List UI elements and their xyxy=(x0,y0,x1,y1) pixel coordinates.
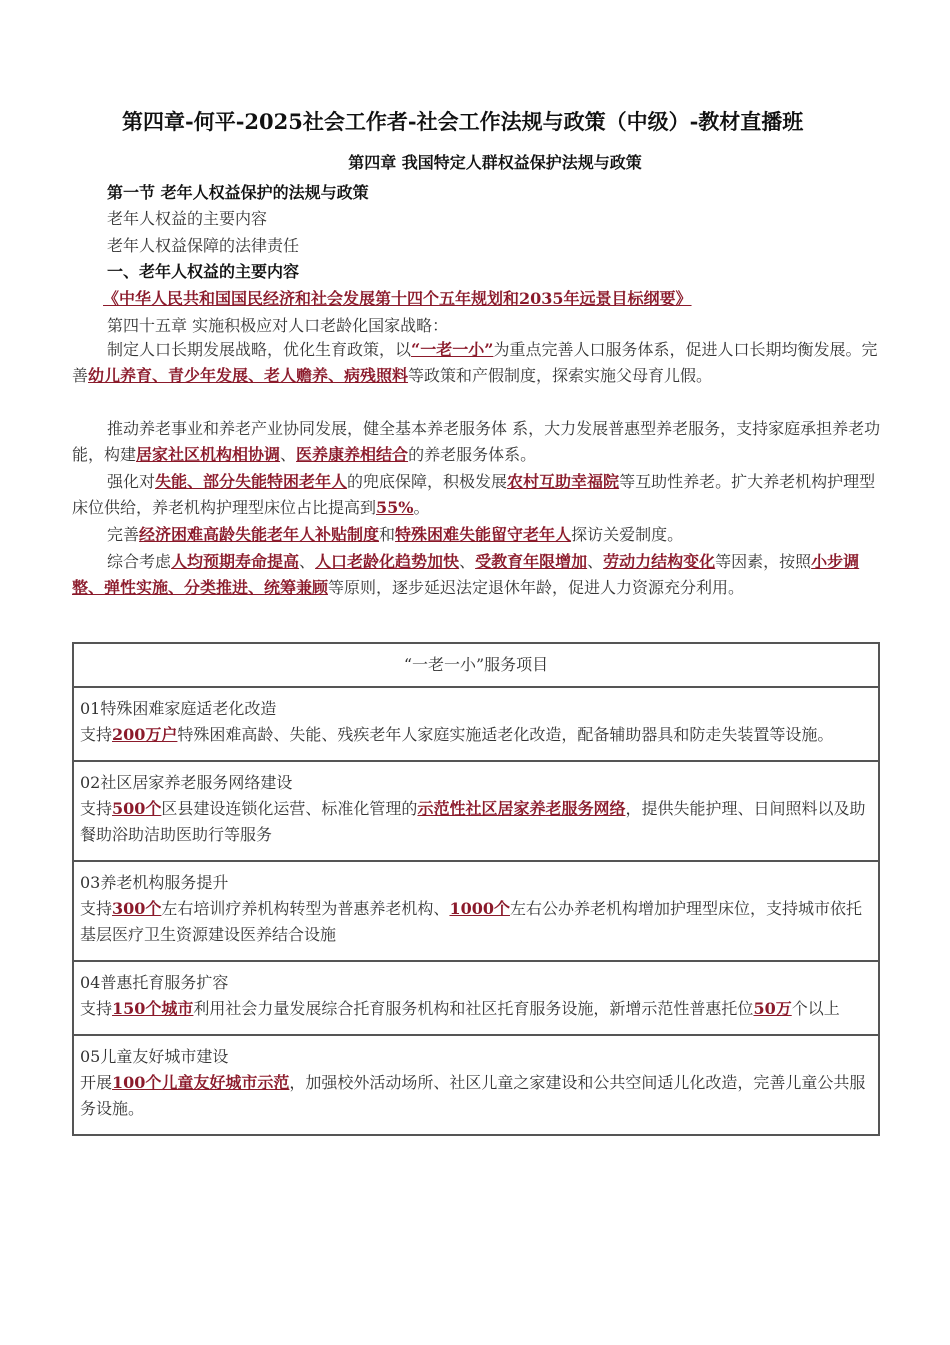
p1-highlight: “一老一小” xyxy=(411,340,494,359)
p3-highlight: 55% xyxy=(376,498,414,517)
row-body xyxy=(80,796,872,848)
row-body xyxy=(80,896,872,948)
p4-highlight: 经济困难高龄失能老年人补贴制度 xyxy=(139,525,380,544)
paragraph-1 xyxy=(72,337,882,389)
subsection-heading: 一、老年人权益的主要内容 xyxy=(107,262,300,281)
row-text: 利用社会力量发展综合托育服务机构和社区托育服务设施，新增示范性普惠托位 xyxy=(193,999,754,1018)
row-highlight: 50万 xyxy=(753,999,792,1018)
table-header: “一老一小”服务项目 xyxy=(74,644,878,688)
row-title: 01特殊困难家庭适老化改造 xyxy=(80,699,277,718)
p5-highlight: 人口老龄化趋势加快 xyxy=(315,552,460,571)
table-row xyxy=(74,962,878,1036)
chapter-heading: 第四章 我国特定人群权益保护法规与政策 xyxy=(348,153,642,172)
p3-text: 。 xyxy=(413,498,430,517)
row-title: 02社区居家养老服务网络建设 xyxy=(80,773,293,792)
row-text: 个以上 xyxy=(791,999,840,1018)
plan-title-text: 《中华人民共和国国民经济和社会发展第十四个五年规划和2035年远景目标纲要》 xyxy=(103,289,692,308)
p3-text: 强化对 xyxy=(107,472,156,491)
p2-text: 的养老服务体系。 xyxy=(408,445,537,464)
p2-highlight: 居家社区机构相协调 xyxy=(136,445,281,464)
p3-highlight: 农村互助幸福院 xyxy=(507,472,620,491)
row-body xyxy=(80,996,872,1022)
document-title: 第四章-何平-2025社会工作者-社会工作法规与政策（中级）-教材直播班 xyxy=(122,109,804,134)
p2-highlight: 医养康养相结合 xyxy=(296,445,409,464)
p5-highlight: 小步调整、弹性实施、分类推进、统筹兼顾 xyxy=(72,552,860,597)
table-row xyxy=(74,688,878,762)
row-text: 开展 xyxy=(80,1073,113,1092)
p4-highlight: 特殊困难失能留守老年人 xyxy=(395,525,572,544)
service-projects-table xyxy=(72,642,880,1136)
row-highlight: 1000个 xyxy=(449,899,510,918)
row-text: ，提供失能护理、日间照料以及助餐助浴助洁助医助行等服务 xyxy=(80,799,866,844)
row-text: 支持 xyxy=(80,799,113,818)
row-text: ，加强校外活动场所、社区儿童之家建设和公共空间适儿化改造，完善儿童公共服务设施。 xyxy=(80,1073,866,1118)
paragraph-2 xyxy=(72,416,882,468)
table-row xyxy=(74,862,878,962)
paragraph-5 xyxy=(72,549,882,601)
row-highlight: 100个儿童友好城市示范 xyxy=(112,1073,290,1092)
p3-highlight: 失能、部分失能特困老年人 xyxy=(155,472,348,491)
p4-text: 和 xyxy=(379,525,396,544)
paragraph-3 xyxy=(72,469,882,521)
p5-text: 、 xyxy=(299,552,316,571)
toc-item: 老年人权益的主要内容 xyxy=(107,209,268,228)
p1-text: 制定人口长期发展战略，优化生育政策，以 xyxy=(107,340,412,359)
row-text: 左右培训疗养机构转型为普惠养老机构、 xyxy=(161,899,450,918)
p3-text: 的兜底保障，积极发展 xyxy=(347,472,508,491)
row-text: 特殊困难高龄、失能、残疾老年人家庭实施适老化改造，配备辅助器具和防走失装置等设施。 xyxy=(177,725,834,744)
p4-text: 完善 xyxy=(107,525,140,544)
row-title: 05儿童友好城市建设 xyxy=(80,1047,229,1066)
row-title: 03养老机构服务提升 xyxy=(80,873,229,892)
row-body xyxy=(80,722,872,748)
section-heading: 第一节 老年人权益保护的法规与政策 xyxy=(107,183,369,202)
p5-text: 综合考虑 xyxy=(107,552,172,571)
p2-text: 推动养老事业和养老产业协同发展，健全基本养老服务体 系，大力发展普惠型养老服务，支持家庭承担养老功能，构建 xyxy=(72,419,881,464)
row-text: 左右公办养老机构增加护理型床位，支持城市依托基层医疗卫生资源建设医养结合设施 xyxy=(80,899,862,944)
p5-text: 等因素，按照 xyxy=(715,552,812,571)
p2-text: 、 xyxy=(280,445,297,464)
row-highlight: 500个 xyxy=(112,799,162,818)
p5-highlight: 劳动力结构变化 xyxy=(603,552,716,571)
p1-text: 等政策和产假制度，探索实施父母育儿假。 xyxy=(408,366,713,385)
plan-title-link xyxy=(103,286,692,309)
p5-text: 、 xyxy=(587,552,604,571)
p5-text: 、 xyxy=(459,552,476,571)
row-text: 支持 xyxy=(80,999,113,1018)
p3-text: 等互助性养老。扩大养老机构护理型床位供给，养老机构护理型床位占比提高到 xyxy=(72,472,876,517)
paragraph-4 xyxy=(72,522,882,548)
row-highlight: 示范性社区居家养老服务网络 xyxy=(417,799,626,818)
row-text: 支持 xyxy=(80,725,113,744)
row-text: 支持 xyxy=(80,899,113,918)
row-title: 04普惠托育服务扩容 xyxy=(80,973,229,992)
table-row xyxy=(74,1036,878,1134)
p4-text: 探访关爱制度。 xyxy=(571,525,684,544)
toc-item: 老年人权益保障的法律责任 xyxy=(107,236,300,255)
chapter-45-line: 第四十五章 实施积极应对人口老龄化国家战略： xyxy=(107,316,449,335)
p5-highlight: 受教育年限增加 xyxy=(475,552,588,571)
p1-highlight: 幼儿养育、青少年发展、老人赡养、病残照料 xyxy=(88,366,409,385)
p5-text: 等原则，逐步延迟法定退休年龄，促进人力资源充分利用。 xyxy=(328,578,745,597)
table-row xyxy=(74,762,878,862)
row-text: 区县建设连锁化运营、标准化管理的 xyxy=(161,799,418,818)
p5-highlight: 人均预期寿命提高 xyxy=(171,552,300,571)
row-highlight: 300个 xyxy=(112,899,162,918)
row-body xyxy=(80,1070,872,1122)
row-highlight: 200万户 xyxy=(112,725,178,744)
row-highlight: 150个城市 xyxy=(112,999,194,1018)
p1-text: 为重点完善人口服务体系，促进人口长期均衡发展。完善 xyxy=(72,340,878,385)
